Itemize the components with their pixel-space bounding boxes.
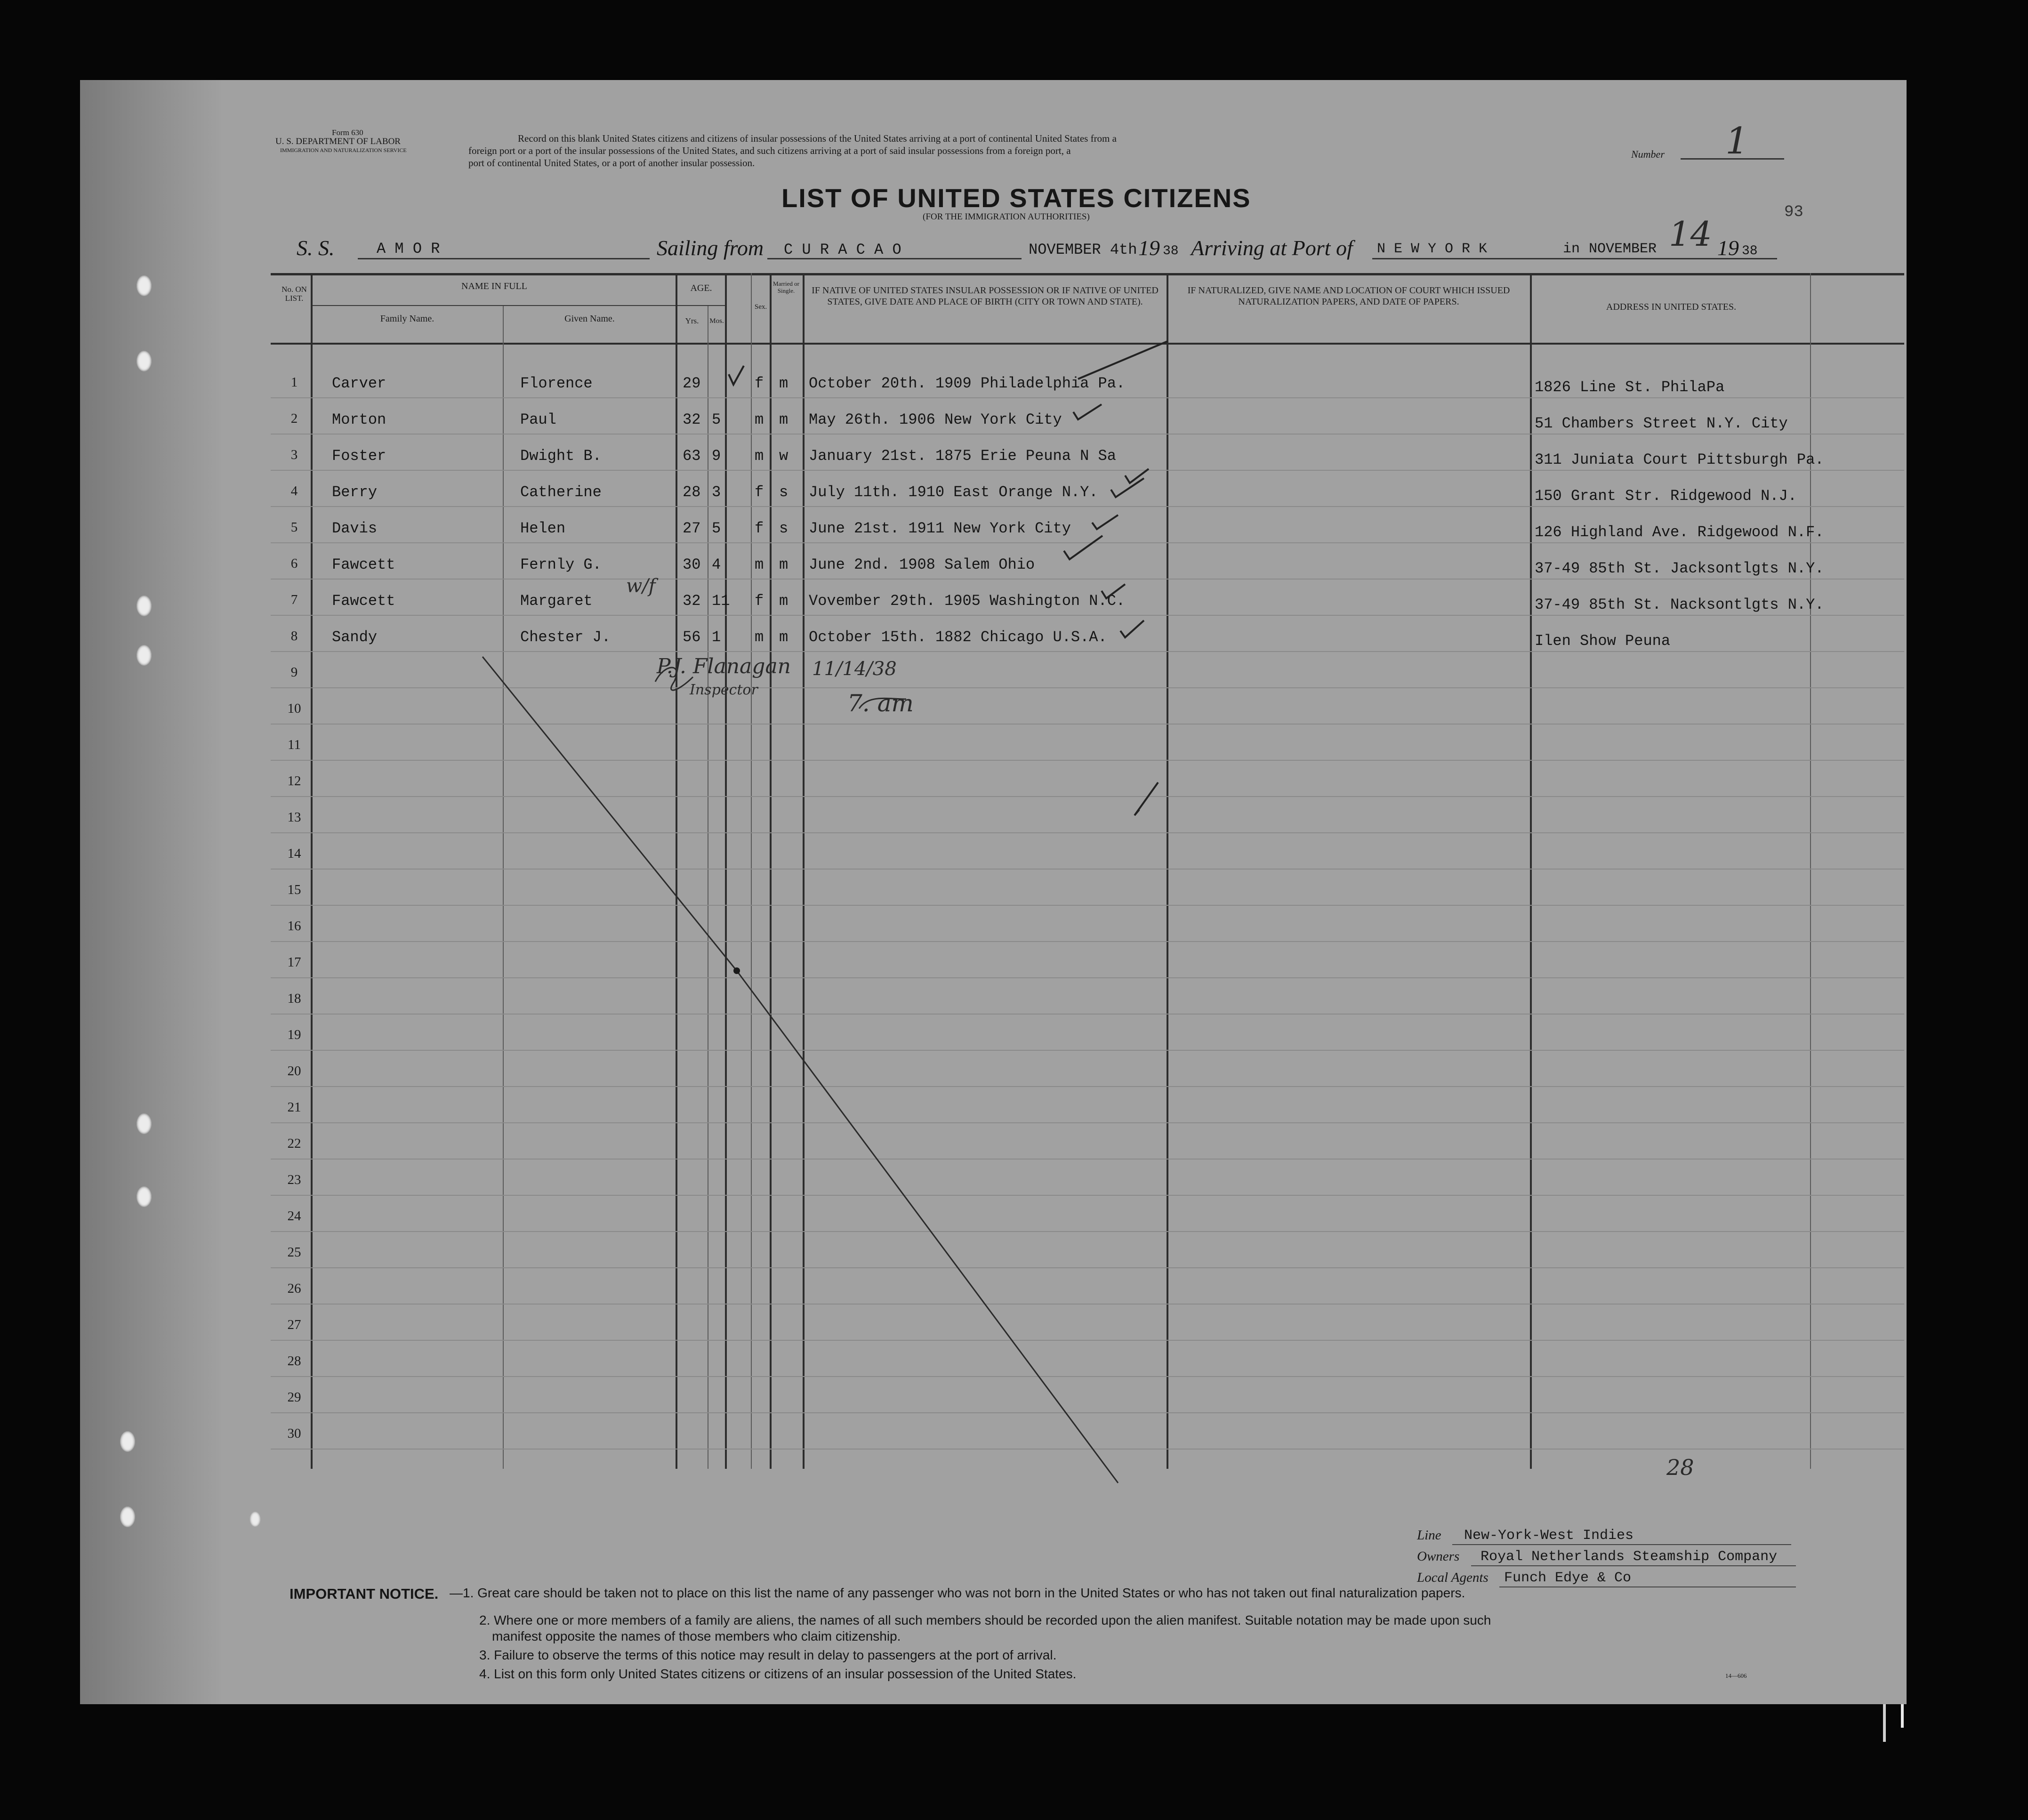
row-number: 18 [287, 991, 301, 1006]
sex-cell: f [755, 483, 764, 501]
marital-status-cell: w [779, 447, 789, 465]
age-months-cell: 1 [712, 628, 721, 646]
arriving-label: Arriving at Port of [1191, 236, 1353, 260]
address-cell: 1826 Line St. PhilaPa [1535, 378, 1725, 396]
marital-status-cell: m [779, 628, 789, 646]
row-number: 6 [290, 556, 298, 571]
family-name-cell: Sandy [332, 628, 378, 646]
age-years-cell: 28 [683, 483, 701, 501]
cancel-line [483, 657, 1118, 1483]
sex-cell: f [755, 520, 764, 537]
row-number: 11 [288, 737, 301, 752]
age-months-cell: 5 [712, 520, 721, 537]
wf-note: w/f [626, 575, 656, 597]
family-name-cell: Fawcett [332, 556, 395, 573]
row-number: 16 [287, 918, 301, 934]
row-number: 3 [290, 447, 298, 462]
row-number: 24 [287, 1208, 301, 1224]
number-label: Number [1631, 148, 1665, 160]
address-cell: 311 Juniata Court Pittsburgh Pa. [1535, 451, 1824, 468]
marital-status-cell: s [779, 520, 789, 537]
header-yrs: Yrs. [685, 316, 699, 325]
owners-underline [1471, 1565, 1796, 1566]
sailing-label: Sailing from [657, 236, 764, 260]
birth-cell: June 2nd. 1908 Salem Ohio [809, 556, 1035, 573]
agents-label: Local Agents [1417, 1570, 1489, 1585]
marital-status-cell: s [779, 483, 789, 501]
sailing-date: NOVEMBER 4th [1029, 241, 1137, 258]
given-name-cell: Florence [520, 375, 593, 392]
birth-cell: October 20th. 1909 Philadelphia Pa. [809, 375, 1126, 392]
age-months-cell: 9 [712, 447, 721, 465]
form-title: LIST OF UNITED STATES CITIZENS [781, 183, 1251, 213]
row-number: 28 [287, 1353, 301, 1369]
age-years-cell: 32 [683, 592, 701, 610]
given-name-cell: Dwight B. [520, 447, 602, 465]
form-subtitle: (FOR THE IMMIGRATION AUTHORITIES) [923, 212, 1090, 222]
row-number: 13 [287, 810, 301, 825]
row-number: 27 [287, 1317, 301, 1332]
sailing-year: 38 [1163, 244, 1179, 258]
birth-cell: October 15th. 1882 Chicago U.S.A. [809, 628, 1107, 646]
given-name-cell: Margaret [520, 592, 593, 610]
notice-item-2-cont: manifest opposite the names of those members who claim citizenship. [492, 1629, 901, 1643]
family-name-cell: Foster [332, 447, 386, 465]
row-number: 25 [287, 1245, 301, 1260]
row-number: 26 [287, 1281, 301, 1296]
marital-status-cell: m [779, 592, 789, 610]
notice-item-3: 3. Failure to observe the terms of this notice may result in delay to passengers at the port of arrival. [479, 1648, 1057, 1662]
instructions-line-1: Record on this blank United States citizens and citizens of insular possessions of the United States arriving at a port of continental United States from a [518, 133, 1117, 144]
row-number: 7 [290, 592, 298, 607]
page-total: 28 [1666, 1455, 1694, 1480]
row-number: 29 [287, 1390, 301, 1405]
inspector-signature-text: P.J. Flanagan [657, 654, 791, 678]
owners-label: Owners [1417, 1549, 1460, 1564]
row-number: 15 [287, 882, 301, 897]
inspector-title: Inspector [690, 682, 758, 698]
owners-value: Royal Netherlands Steamship Company [1481, 1549, 1778, 1565]
address-cell: Ilen Show Peuna [1535, 632, 1671, 650]
sex-cell: m [755, 411, 764, 428]
in-label: in [1563, 241, 1580, 257]
agents-value: Funch Edye & Co [1504, 1570, 1632, 1586]
row-number: 19 [287, 1027, 301, 1042]
row-number: 9 [290, 665, 298, 680]
sex-cell: m [755, 447, 764, 465]
header-name-in-full: NAME IN FULL [461, 281, 527, 291]
birth-cell: January 21st. 1875 Erie Peuna N Sa [809, 447, 1116, 465]
marital-status-cell: m [779, 375, 789, 392]
header-given-name: Given Name. [564, 314, 615, 324]
age-years-cell: 29 [683, 375, 701, 392]
row-number: 21 [287, 1100, 301, 1115]
sex-cell: m [755, 556, 764, 573]
instructions-line-2: foreign port or a port of the insular possessions of the United States, and such citizens arriving at a port of said insular possessions from a foreign port, a [468, 145, 1071, 156]
marital-status-cell: m [779, 411, 789, 428]
ss-label: S. S. [297, 236, 335, 260]
age-months-cell: 11 [712, 592, 730, 610]
age-months-cell: 3 [712, 483, 721, 501]
address-cell: 37-49 85th St. Nacksontlgts N.Y. [1535, 596, 1824, 613]
instructions-line-3: port of continental United States, or a port of another insular possession. [468, 157, 755, 169]
time-note: 7. am [847, 690, 914, 717]
ship-name: A M O R [377, 240, 440, 258]
age-years-cell: 56 [683, 628, 701, 646]
list-number: 1 [1725, 120, 1749, 162]
family-name-cell: Davis [332, 520, 378, 537]
year-prefix: 19 [1138, 236, 1160, 260]
arrival-year: 38 [1742, 244, 1758, 258]
arrival-port: N E W Y O R K [1377, 241, 1488, 257]
arrival-year-prefix: 19 [1717, 236, 1739, 260]
header-naturalized: IF NATURALIZED, GIVE NAME AND LOCATION OF COURT WHICH ISSUED NATURALIZATION PAPERS, AND DATE OF PAPERS. [1187, 285, 1510, 307]
header-mos: Mos. [709, 317, 724, 325]
row-number: 8 [290, 628, 298, 644]
arrival-month: NOVEMBER [1589, 241, 1657, 257]
row-number: 30 [287, 1426, 301, 1441]
row-number: 5 [290, 520, 298, 535]
address-cell: 51 Chambers Street N.Y. City [1535, 415, 1788, 432]
line-underline [1452, 1544, 1791, 1545]
notice-heading: IMPORTANT NOTICE. [290, 1586, 439, 1602]
row-number: 2 [290, 411, 298, 426]
inspection-date: 11/14/38 [812, 658, 897, 680]
age-years-cell: 32 [683, 411, 701, 428]
agents-underline [1499, 1586, 1796, 1587]
service-line: IMMIGRATION AND NATURALIZATION SERVICE [280, 147, 407, 153]
header-married-single: Married or Single. [773, 280, 799, 294]
age-years-cell: 30 [683, 556, 701, 573]
address-cell: 37-49 85th St. Jacksontlgts N.Y. [1535, 560, 1824, 577]
notice-item-1: —1. Great care should be taken not to place on this list the name of any passenger who was not born in the United States or who has not taken out final naturalization papers. [450, 1586, 1465, 1600]
marital-status-cell: m [779, 556, 789, 573]
family-name-cell: Morton [332, 411, 386, 428]
department-line: U. S. DEPARTMENT OF LABOR [275, 137, 401, 146]
row-number: 20 [287, 1063, 301, 1079]
row-number: 1 [290, 375, 298, 390]
given-name-cell: Catherine [520, 483, 602, 501]
row-number: 10 [287, 701, 301, 716]
given-name-cell: Fernly G. [520, 556, 602, 573]
arrival-day: 14 [1669, 214, 1712, 254]
header-native-birth: IF NATIVE OF UNITED STATES INSULAR POSSESSION OR IF NATIVE OF UNITED STATES, GIVE DATE AND PLACE OF BIRTH (CITY OR TOWN AND STATE). [812, 285, 1159, 307]
notice-item-4: 4. List on this form only United States citizens or citizens of an insular possession of the United States. [479, 1667, 1077, 1681]
address-cell: 150 Grant Str. Ridgewood N.J. [1535, 487, 1797, 505]
row-number: 12 [287, 773, 301, 789]
header-family-name: Family Name. [380, 314, 435, 324]
row-number: 14 [287, 846, 301, 861]
print-code: 14—606 [1725, 1672, 1747, 1679]
birth-cell: May 26th. 1906 New York City [809, 411, 1062, 428]
birth-cell: June 21st. 1911 New York City [809, 520, 1071, 537]
header-sex: Sex. [754, 303, 767, 311]
sex-cell: m [755, 628, 764, 646]
header-age: AGE. [690, 283, 712, 293]
header-address: ADDRESS IN UNITED STATES. [1606, 302, 1737, 312]
notice-item-2: 2. Where one or more members of a family are aliens, the names of all such members should be recorded upon the alien manifest. Suitable notation may be made upon such [479, 1613, 1491, 1627]
line-value: New-York-West Indies [1464, 1528, 1634, 1544]
family-name-cell: Fawcett [332, 592, 395, 610]
header-no: No. ON LIST. [282, 285, 307, 303]
age-months-cell: 5 [712, 411, 721, 428]
given-name-cell: Helen [520, 520, 566, 537]
form-number: Form 630 [332, 128, 363, 137]
row-number: 22 [287, 1136, 301, 1151]
page-mark: 93 [1784, 203, 1803, 221]
check-marks [729, 341, 1167, 815]
line-label: Line [1417, 1528, 1441, 1543]
age-years-cell: 27 [683, 520, 701, 537]
given-name-cell: Paul [520, 411, 556, 428]
age-years-cell: 63 [683, 447, 701, 465]
sex-cell: f [755, 375, 764, 392]
family-name-cell: Berry [332, 483, 378, 501]
sex-cell: f [755, 592, 764, 610]
birth-cell: Vovember 29th. 1905 Washington N.C. [809, 592, 1126, 610]
address-cell: 126 Highland Ave. Ridgewood N.F. [1535, 523, 1824, 541]
age-months-cell: 4 [712, 556, 721, 573]
birth-cell: July 11th. 1910 East Orange N.Y. [809, 483, 1098, 501]
ink-dot [733, 967, 740, 974]
row-number: 4 [290, 483, 298, 499]
row-number: 23 [287, 1172, 301, 1187]
family-name-cell: Carver [332, 375, 386, 392]
sailing-port: C U R A C A O [784, 241, 901, 258]
given-name-cell: Chester J. [520, 628, 611, 646]
row-number: 17 [287, 955, 301, 970]
